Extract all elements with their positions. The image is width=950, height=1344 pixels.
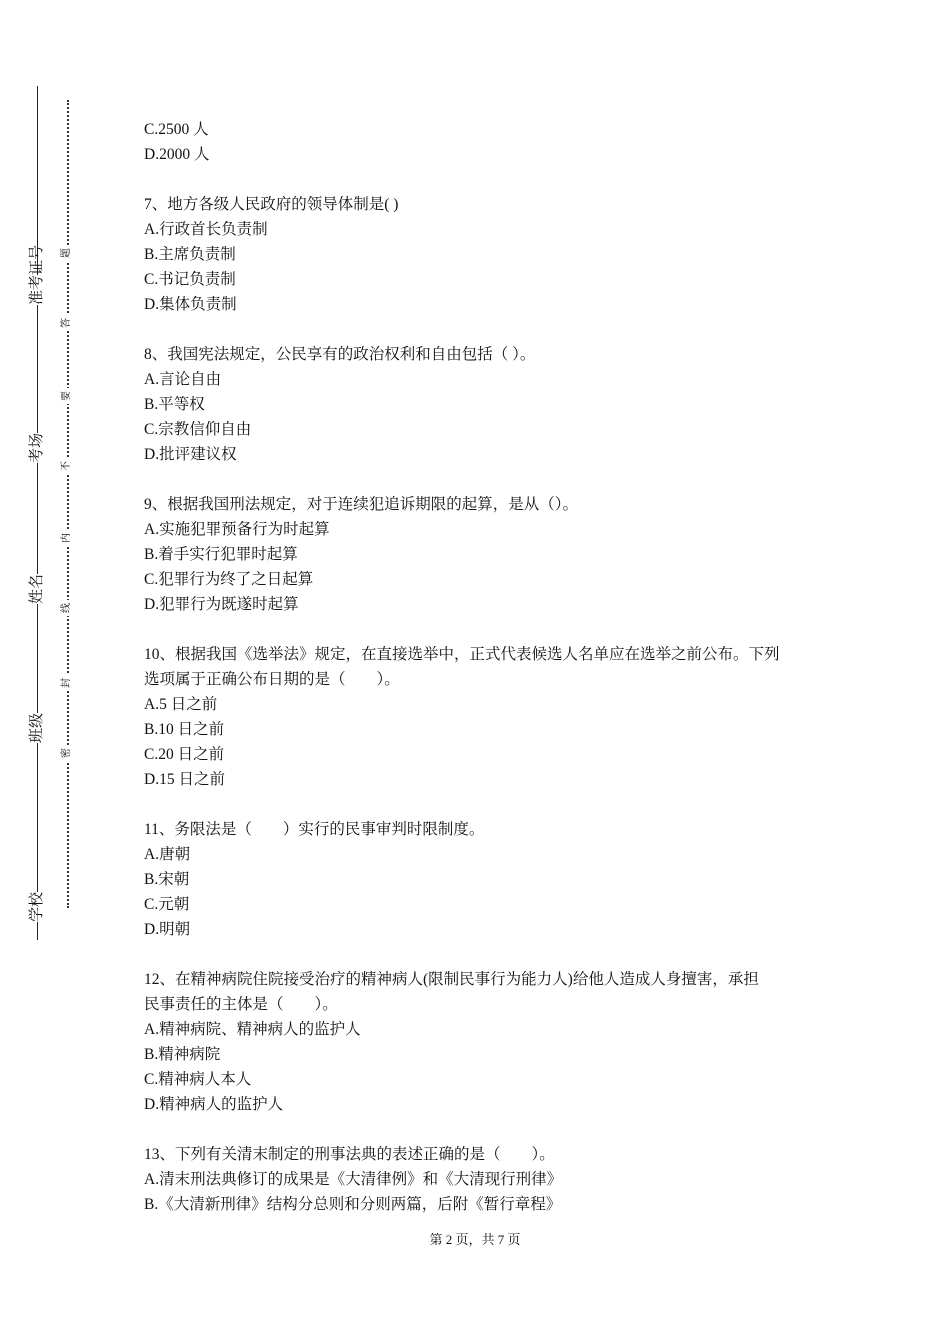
question-stem: 12、在精神病院住院接受治疗的精神病人(限制民事行为能力人)给他人造成人身擅害，承担 xyxy=(144,971,759,988)
binding-solid-line xyxy=(37,86,38,940)
seal-char: 内 xyxy=(59,530,75,546)
seal-dotted-line xyxy=(67,100,69,908)
option-line: D.犯罪行为既遂时起算 xyxy=(144,596,299,613)
option-line: B.《大清新刑律》结构分总则和分则两篇，后附《暂行章程》 xyxy=(144,1196,562,1213)
binding-margin xyxy=(0,0,110,1344)
option-line: D.明朝 xyxy=(144,921,191,938)
exam-room-label xyxy=(22,433,52,463)
seal-char: 不 xyxy=(59,458,75,474)
option-line: C.书记负责制 xyxy=(144,271,236,288)
question-stem: 7、地方各级人民政府的领导体制是( ) xyxy=(144,196,399,213)
seal-char: 题 xyxy=(59,245,75,261)
seal-char: 要 xyxy=(59,388,75,404)
question-content xyxy=(144,117,824,1217)
option-line: A.言论自由 xyxy=(144,371,222,388)
question-block xyxy=(144,642,824,792)
exam-number-label-text: 准考证号 xyxy=(29,244,45,305)
seal-char: 线 xyxy=(59,600,75,616)
school-label-text: 学校 xyxy=(29,891,45,922)
option-line: D.15 日之前 xyxy=(144,771,225,788)
option-line: A.行政首长负责制 xyxy=(144,221,268,238)
option-line: A.精神病院、精神病人的监护人 xyxy=(144,1021,361,1038)
question-block xyxy=(144,492,824,617)
exam-number-label xyxy=(22,244,52,305)
option-line: D.精神病人的监护人 xyxy=(144,1096,284,1113)
question-stem: 13、下列有关清末制定的刑事法典的表述正确的是（ ）。 xyxy=(144,1146,555,1163)
question-block xyxy=(144,817,824,942)
option-line: D.集体负责制 xyxy=(144,296,237,313)
option-line: A.实施犯罪预备行为时起算 xyxy=(144,521,330,538)
question-block xyxy=(144,967,824,1117)
option-line: B.着手实行犯罪时起算 xyxy=(144,546,298,563)
question-block xyxy=(144,1142,824,1217)
option-line: C.2500 人 xyxy=(144,121,209,138)
option-line: D.2000 人 xyxy=(144,146,210,163)
option-line: C.元朝 xyxy=(144,896,190,913)
class-label xyxy=(22,713,52,743)
question-stem: 9、根据我国刑法规定，对于连续犯追诉期限的起算，是从（）。 xyxy=(144,496,579,513)
question-stem: 11、务限法是（ ）实行的民事审判时限制度。 xyxy=(144,821,485,838)
option-line: A.清末刑法典修订的成果是《大清律例》和《大清现行刑律》 xyxy=(144,1171,563,1188)
question-block xyxy=(144,117,824,167)
question-stem: 8、我国宪法规定，公民享有的政治权利和自由包括（ ）。 xyxy=(144,346,536,363)
option-line: B.宋朝 xyxy=(144,871,190,888)
option-line: B.精神病院 xyxy=(144,1046,221,1063)
option-line: A.5 日之前 xyxy=(144,696,218,713)
page-number: 第 2 页，共 7 页 xyxy=(429,1232,521,1247)
option-line: B.平等权 xyxy=(144,396,205,413)
school-label xyxy=(22,892,52,922)
seal-char: 密 xyxy=(59,745,75,761)
question-block xyxy=(144,342,824,467)
seal-char: 封 xyxy=(59,675,75,691)
option-line: C.犯罪行为终了之日起算 xyxy=(144,571,314,588)
option-line: B.10 日之前 xyxy=(144,721,225,738)
name-label xyxy=(22,574,52,604)
option-line: C.20 日之前 xyxy=(144,746,225,763)
question-stem: 10、根据我国《选举法》规定，在直接选举中，正式代表候选人名单应在选举之前公布。下列 xyxy=(144,646,780,663)
page-footer xyxy=(0,1230,950,1250)
name-label-text: 姓名 xyxy=(29,573,45,604)
option-line: C.精神病人本人 xyxy=(144,1071,252,1088)
question-stem-continued: 民事责任的主体是（ ）。 xyxy=(144,996,338,1013)
option-line: B.主席负责制 xyxy=(144,246,236,263)
option-line: C.宗教信仰自由 xyxy=(144,421,252,438)
class-label-text: 班级 xyxy=(29,712,45,743)
option-line: A.唐朝 xyxy=(144,846,191,863)
question-block xyxy=(144,192,824,317)
exam-room-label-text: 考场 xyxy=(29,432,45,463)
question-stem-continued: 选项属于正确公布日期的是（ ）。 xyxy=(144,671,400,688)
option-line: D.批评建议权 xyxy=(144,446,237,463)
seal-char: 答 xyxy=(59,315,75,331)
